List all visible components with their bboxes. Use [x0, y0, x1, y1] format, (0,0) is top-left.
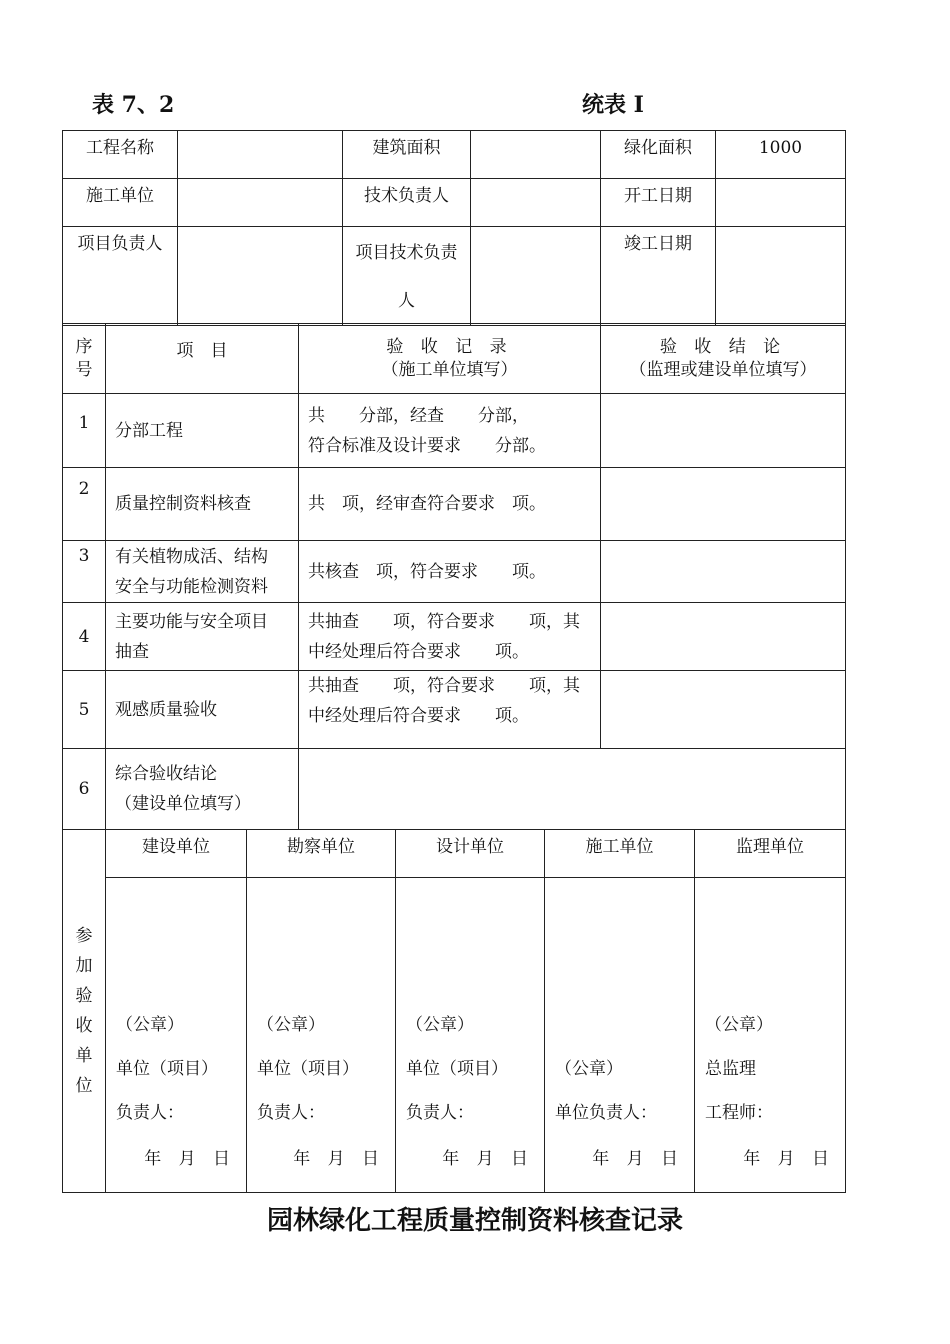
project-name-field[interactable] — [178, 131, 343, 179]
row-conclusion[interactable] — [601, 671, 846, 749]
project-tech-lead-label-line2: 人 — [398, 291, 415, 311]
signer-title: 单位（项目） — [406, 1059, 508, 1079]
side-char: 验 — [75, 986, 93, 1006]
sign-block-construction[interactable] — [545, 878, 695, 1193]
record-header — [299, 324, 601, 394]
signer-title: 单位（项目） — [116, 1059, 218, 1079]
record-header-title: 验 收 记 录 — [386, 336, 513, 357]
green-area-field[interactable]: 1000 — [716, 131, 846, 179]
sign-date: 年 月 日 — [144, 1149, 236, 1169]
project-info-table — [62, 130, 846, 326]
seal-label: （公章） — [705, 1015, 773, 1035]
project-tech-lead-field[interactable] — [471, 227, 601, 326]
acceptance-table — [62, 323, 846, 830]
row-conclusion[interactable] — [601, 603, 846, 671]
row-record[interactable] — [299, 603, 601, 671]
row-item: 观感质量验收 — [106, 671, 299, 749]
sign-block-survey[interactable] — [247, 878, 396, 1193]
row-record-line2: 中经处理后符合要求 项。 — [308, 706, 529, 726]
overall-conclusion-field[interactable] — [299, 749, 846, 830]
row-record-line2: 符合标准及设计要求 分部。 — [308, 435, 546, 456]
row-number: 2 — [63, 468, 106, 541]
row-number: 6 — [63, 749, 106, 830]
start-date-field[interactable] — [716, 179, 846, 227]
seal-label: （公章） — [257, 1015, 325, 1035]
sign-date: 年 月 日 — [743, 1149, 835, 1169]
table-row — [63, 468, 846, 541]
conclusion-header-title: 验 收 结 论 — [659, 336, 787, 357]
row-item-line2: 安全与功能检测资料 — [115, 576, 268, 597]
side-char: 收 — [75, 1016, 93, 1036]
record-header-sub: （施工单位填写） — [381, 359, 518, 380]
construction-unit-label: 施工单位 — [63, 179, 178, 227]
sign-block-supervision[interactable] — [695, 878, 846, 1193]
conclusion-header-sub: （监理或建设单位填写） — [629, 359, 817, 380]
construction-unit-field[interactable] — [178, 179, 343, 227]
seq-header — [63, 324, 106, 394]
sign-block-owner[interactable] — [106, 878, 247, 1193]
unit-header-construction: 施工单位 — [545, 830, 695, 878]
signer-title: 单位负责人： — [555, 1103, 657, 1123]
row-conclusion[interactable] — [601, 468, 846, 541]
sign-block-design[interactable] — [396, 878, 545, 1193]
form-code: 统表 I — [582, 92, 644, 118]
seal-label: （公章） — [116, 1015, 184, 1035]
project-tech-lead-label-line1: 项目技术负责 — [355, 243, 458, 263]
signer-title: 工程师： — [705, 1103, 773, 1123]
row-record-line1: 共抽查 项，符合要求 项，其 — [308, 611, 580, 632]
row-conclusion[interactable] — [601, 394, 846, 468]
project-lead-label: 项目负责人 — [63, 227, 178, 326]
unit-header-design: 设计单位 — [396, 830, 545, 878]
seq-header-line1: 序 — [75, 336, 93, 357]
signer-title: 负责人： — [406, 1103, 474, 1123]
row-item — [106, 749, 299, 830]
participants-table — [62, 829, 846, 1193]
side-char: 单 — [75, 1046, 93, 1066]
document-title: 园林绿化工程质量控制资料核查记录 — [266, 1206, 683, 1236]
row-item: 质量控制资料核查 — [106, 468, 299, 541]
signer-title: 负责人： — [116, 1103, 184, 1123]
row-item-line2: （建设单位填写） — [115, 794, 251, 814]
row-item-line1: 主要功能与安全项目 — [115, 611, 268, 632]
row-record-line1: 共抽查 项，符合要求 项，其 — [308, 676, 580, 696]
table-row — [63, 671, 846, 749]
row-number: 4 — [63, 603, 106, 671]
project-name-label: 工程名称 — [63, 131, 178, 179]
sign-date: 年 月 日 — [293, 1149, 385, 1169]
row-record[interactable]: 共 项，经审查符合要求 项。 — [299, 468, 601, 541]
row-record[interactable]: 共核查 项，符合要求 项。 — [299, 541, 601, 603]
side-char: 加 — [75, 956, 93, 976]
row-item-line2: 抽查 — [115, 641, 149, 662]
side-char: 位 — [75, 1076, 93, 1096]
sign-date: 年 月 日 — [592, 1149, 684, 1169]
participants-side-label — [63, 830, 106, 1193]
unit-header-supervision: 监理单位 — [695, 830, 846, 878]
sign-date: 年 月 日 — [442, 1149, 534, 1169]
table-row — [63, 749, 846, 830]
table-row — [63, 394, 846, 468]
row-item-line1: 综合验收结论 — [115, 764, 217, 784]
unit-header-survey: 勘察单位 — [247, 830, 396, 878]
row-record[interactable] — [299, 394, 601, 468]
seal-label: （公章） — [406, 1015, 474, 1035]
building-area-field[interactable] — [471, 131, 601, 179]
row-record[interactable] — [299, 671, 601, 749]
row-number: 3 — [63, 541, 106, 603]
tech-lead-label: 技术负责人 — [343, 179, 471, 227]
signer-title: 总监理 — [705, 1059, 756, 1079]
item-header: 项 目 — [106, 324, 299, 394]
building-area-label: 建筑面积 — [343, 131, 471, 179]
row-number: 1 — [63, 394, 106, 468]
end-date-field[interactable] — [716, 227, 846, 326]
table-row — [63, 603, 846, 671]
seq-header-line2: 号 — [75, 359, 93, 380]
side-char: 参 — [75, 926, 93, 946]
row-item — [106, 603, 299, 671]
row-item: 分部工程 — [106, 394, 299, 468]
table-row — [63, 541, 846, 603]
row-item-line1: 有关植物成活、结构 — [115, 546, 268, 567]
project-lead-field[interactable] — [178, 227, 343, 326]
row-number: 5 — [63, 671, 106, 749]
unit-header-owner: 建设单位 — [106, 830, 247, 878]
green-area-label: 绿化面积 — [601, 131, 716, 179]
row-record-line1: 共 分部，经查 分部， — [308, 405, 529, 426]
row-item — [106, 541, 299, 603]
signer-title: 负责人： — [257, 1103, 325, 1123]
start-date-label: 开工日期 — [601, 179, 716, 227]
row-record-line2: 中经处理后符合要求 项。 — [308, 641, 529, 662]
table-number: 表 7、2 — [92, 92, 175, 118]
seal-label: （公章） — [555, 1059, 623, 1079]
conclusion-header — [601, 324, 846, 394]
end-date-label: 竣工日期 — [601, 227, 716, 326]
tech-lead-field[interactable] — [471, 179, 601, 227]
signer-title: 单位（项目） — [257, 1059, 359, 1079]
row-conclusion[interactable] — [601, 541, 846, 603]
project-tech-lead-label — [343, 227, 471, 326]
